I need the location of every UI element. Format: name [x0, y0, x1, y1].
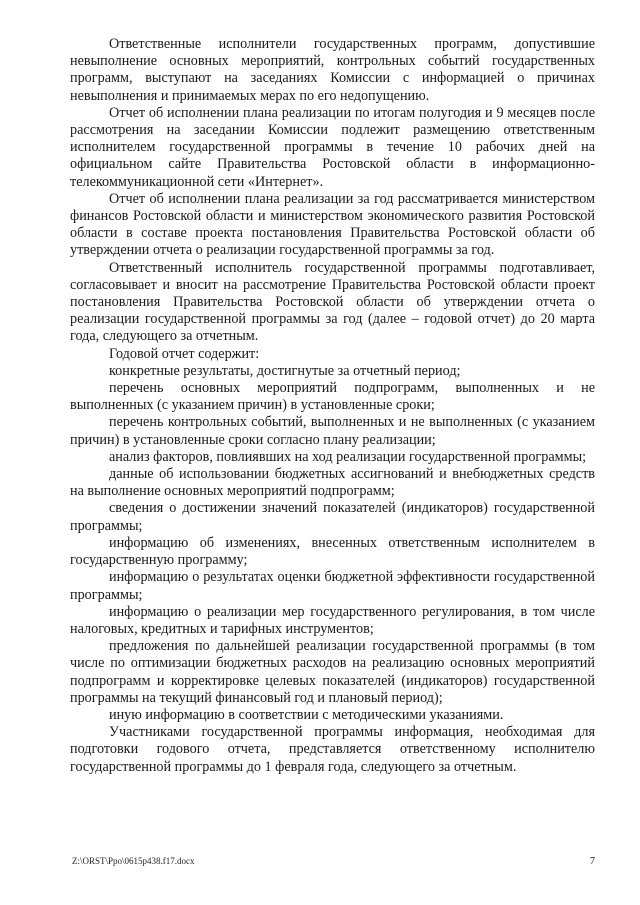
page-number: 7: [590, 856, 595, 867]
list-item: конкретные результаты, достигнутые за отчетный период;: [109, 362, 461, 379]
paragraph: Годовой отчет содержит:: [109, 345, 260, 362]
paragraph: Ответственный исполнитель государственной программы подготавливает, согласовывает и вносит на рассмотрение Правительства Ростовской области проект постановления Правительства Ростовской области об утверждении отчета о реализации государственной программы за год (далее – годовой отчет) до 20 марта года, следующего за отчетным.: [70, 259, 595, 345]
list-item: информацию о реализации мер государственного регулирования, в том числе налоговых, кредитных и тарифных инструментов;: [70, 603, 595, 637]
list-item: перечень контрольных событий, выполненных и не выполненных (с указанием причин) в установленные сроки согласно плану реализации;: [70, 414, 595, 448]
footer-file-path: Z:\ORST\Ppo\0615p438.f17.docx: [72, 856, 195, 866]
list-item: данные об использовании бюджетных ассигнований и внебюджетных средств на выполнение основных мероприятий подпрограмм;: [70, 466, 595, 500]
list-item: иную информацию в соответствии с методическими указаниями.: [109, 706, 504, 723]
paragraph: Отчет об исполнении плана реализации за год рассматривается министерством финансов Ростовской области и министерством экономического развития Ростовской области в составе проекта постановления Правительства Ростовской области об утверждении отчета о реализации государственной программы за год.: [70, 190, 595, 259]
list-item: сведения о достижении значений показателей (индикаторов) государственной программы;: [70, 500, 595, 534]
document-body: [70, 36, 595, 776]
list-item: информацию об изменениях, внесенных ответственным исполнителем в государственную программу;: [70, 534, 595, 569]
list-item: предложения по дальнейшей реализации государственной программы (в том числе по оптимизации бюджетных расходов на реализацию основных мероприятий подпрограмм и корректировке целевых показателей (индикаторов) государственной программы на текущий финансовый год и плановый период);: [70, 638, 595, 706]
list-item: анализ факторов, повлиявших на ход реализации государственной программы;: [109, 448, 587, 465]
list-item: информацию о результатах оценки бюджетной эффективности государственной программы;: [70, 569, 595, 603]
paragraph: Участниками государственной программы информация, необходимая для подготовки годового отчета, представляется ответственному исполнителю государственной программы до 1 февраля года, следующего за отчетным.: [70, 724, 595, 775]
paragraph: Отчет об исполнении плана реализации по итогам полугодия и 9 месяцев после рассмотрения на заседании Комиссии подлежит размещению ответственным исполнителем государственной программы в течение 10 рабочих дней на официальном сайте Правительства Ростовской области в информационно-телекоммуникационной сети «Интернет».: [70, 104, 595, 190]
paragraph: Ответственные исполнители государственных программ, допустившие невыполнение основных мероприятий, контрольных событий государственных программ, выступают на заседаниях Комиссии с информацией о причинах невыполнения и принимаемых мерах по его недопущению.: [70, 36, 595, 104]
list-item: перечень основных мероприятий подпрограмм, выполненных и не выполненных (с указанием причин) в установленные сроки;: [70, 380, 595, 414]
